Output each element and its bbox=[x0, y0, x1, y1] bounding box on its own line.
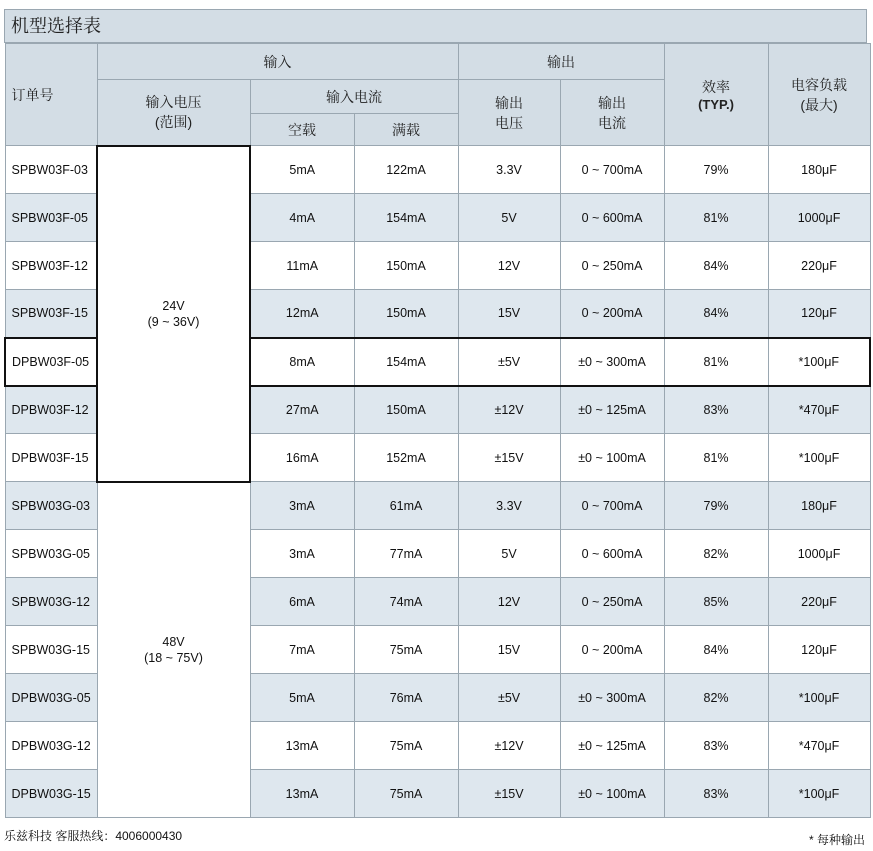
group-range: (18 ~ 75V) bbox=[144, 650, 203, 665]
no-load-cell: 8mA bbox=[250, 338, 354, 386]
full-load-cell: 61mA bbox=[354, 482, 458, 530]
input-voltage-group-48v bbox=[97, 482, 250, 818]
no-load-cell: 4mA bbox=[250, 194, 354, 242]
no-load-cell: 7mA bbox=[250, 626, 354, 674]
header-output-current-l1: 输出 bbox=[598, 94, 627, 111]
header-output-voltage-l2: 电压 bbox=[495, 114, 524, 131]
no-load-cell: 6mA bbox=[250, 578, 354, 626]
efficiency-cell: 84% bbox=[664, 290, 768, 338]
full-load-cell: 150mA bbox=[354, 386, 458, 434]
cap-cell: *100μF bbox=[768, 674, 870, 722]
header-output-current bbox=[560, 80, 664, 146]
cap-cell: 1000μF bbox=[768, 194, 870, 242]
page-title: 机型选择表 bbox=[4, 9, 867, 43]
header-efficiency-label: 效率 bbox=[702, 79, 731, 95]
header-output-current-l2: 电流 bbox=[598, 114, 627, 131]
vout-cell: 15V bbox=[458, 290, 560, 338]
iout-cell: ±0 ~ 300mA bbox=[560, 674, 664, 722]
model-cell: DPBW03G-05 bbox=[5, 674, 97, 722]
full-load-cell: 77mA bbox=[354, 530, 458, 578]
iout-cell: 0 ~ 600mA bbox=[560, 530, 664, 578]
no-load-cell: 5mA bbox=[250, 674, 354, 722]
no-load-cell: 3mA bbox=[250, 482, 354, 530]
model-cell: SPBW03G-03 bbox=[5, 482, 97, 530]
no-load-cell: 13mA bbox=[250, 770, 354, 818]
cap-cell: *470μF bbox=[768, 722, 870, 770]
efficiency-cell: 81% bbox=[664, 434, 768, 482]
full-load-cell: 152mA bbox=[354, 434, 458, 482]
efficiency-cell: 82% bbox=[664, 674, 768, 722]
model-cell: DPBW03F-15 bbox=[5, 434, 97, 482]
header-cap-max: (最大) bbox=[800, 96, 838, 113]
vout-cell: ±12V bbox=[458, 386, 560, 434]
iout-cell: 0 ~ 250mA bbox=[560, 578, 664, 626]
cap-cell: *100μF bbox=[768, 770, 870, 818]
full-load-cell: 75mA bbox=[354, 722, 458, 770]
footer-note: * 每种输出 bbox=[808, 833, 865, 847]
full-load-cell: 154mA bbox=[354, 338, 458, 386]
header-efficiency bbox=[664, 44, 768, 146]
cap-cell: 180μF bbox=[768, 146, 870, 194]
iout-cell: 0 ~ 200mA bbox=[560, 626, 664, 674]
cap-cell: 120μF bbox=[768, 290, 870, 338]
header-efficiency-typ: (TYP.) bbox=[698, 97, 734, 112]
model-cell: DPBW03G-12 bbox=[5, 722, 97, 770]
no-load-cell: 5mA bbox=[250, 146, 354, 194]
no-load-cell: 27mA bbox=[250, 386, 354, 434]
header-input-voltage-range: (范围) bbox=[154, 114, 193, 131]
vout-cell: 12V bbox=[458, 242, 560, 290]
no-load-cell: 12mA bbox=[250, 290, 354, 338]
header-input-current: 输入电流 bbox=[250, 80, 458, 114]
cap-cell: 220μF bbox=[768, 578, 870, 626]
cap-cell: *100μF bbox=[768, 434, 870, 482]
header-input-voltage-label: 输入电压 bbox=[145, 94, 202, 111]
header-cap-label: 电容负载 bbox=[791, 76, 848, 93]
model-cell: SPBW03G-15 bbox=[5, 626, 97, 674]
full-load-cell: 76mA bbox=[354, 674, 458, 722]
vout-cell: ±15V bbox=[458, 770, 560, 818]
header-full-load: 满载 bbox=[354, 114, 458, 146]
header-output-voltage bbox=[458, 80, 560, 146]
vout-cell: 3.3V bbox=[458, 482, 560, 530]
no-load-cell: 3mA bbox=[250, 530, 354, 578]
no-load-cell: 11mA bbox=[250, 242, 354, 290]
iout-cell: 0 ~ 700mA bbox=[560, 146, 664, 194]
iout-cell: 0 ~ 600mA bbox=[560, 194, 664, 242]
iout-cell: 0 ~ 250mA bbox=[560, 242, 664, 290]
cap-cell: 180μF bbox=[768, 482, 870, 530]
input-voltage-group-24v bbox=[97, 146, 250, 482]
model-selection-table bbox=[4, 43, 871, 818]
efficiency-cell: 82% bbox=[664, 530, 768, 578]
group-voltage: 48V bbox=[162, 634, 185, 649]
vout-cell: 5V bbox=[458, 194, 560, 242]
table-body bbox=[5, 146, 870, 818]
iout-cell: ±0 ~ 300mA bbox=[560, 338, 664, 386]
full-load-cell: 74mA bbox=[354, 578, 458, 626]
iout-cell: 0 ~ 200mA bbox=[560, 290, 664, 338]
vout-cell: 12V bbox=[458, 578, 560, 626]
iout-cell: ±0 ~ 125mA bbox=[560, 386, 664, 434]
efficiency-cell: 84% bbox=[664, 242, 768, 290]
efficiency-cell: 81% bbox=[664, 338, 768, 386]
model-cell: SPBW03G-05 bbox=[5, 530, 97, 578]
model-cell: DPBW03F-05 bbox=[5, 338, 97, 386]
iout-cell: ±0 ~ 125mA bbox=[560, 722, 664, 770]
vout-cell: ±5V bbox=[458, 338, 560, 386]
table-row bbox=[5, 146, 870, 194]
header-capacitive-load bbox=[768, 44, 870, 146]
model-cell: SPBW03F-03 bbox=[5, 146, 97, 194]
header-output-voltage-l1: 输出 bbox=[495, 94, 524, 111]
no-load-cell: 13mA bbox=[250, 722, 354, 770]
iout-cell: ±0 ~ 100mA bbox=[560, 434, 664, 482]
vout-cell: ±12V bbox=[458, 722, 560, 770]
footer-hotline: 乐兹科技 客服热线：4006000430 bbox=[4, 829, 183, 843]
header-output: 输出 bbox=[458, 44, 664, 80]
vout-cell: 15V bbox=[458, 626, 560, 674]
full-load-cell: 75mA bbox=[354, 626, 458, 674]
vout-cell: 3.3V bbox=[458, 146, 560, 194]
efficiency-cell: 83% bbox=[664, 722, 768, 770]
cap-cell: *470μF bbox=[768, 386, 870, 434]
full-load-cell: 150mA bbox=[354, 242, 458, 290]
full-load-cell: 122mA bbox=[354, 146, 458, 194]
cap-cell: 220μF bbox=[768, 242, 870, 290]
vout-cell: 5V bbox=[458, 530, 560, 578]
table-row bbox=[5, 482, 870, 530]
full-load-cell: 154mA bbox=[354, 194, 458, 242]
model-cell: SPBW03F-15 bbox=[5, 290, 97, 338]
efficiency-cell: 84% bbox=[664, 626, 768, 674]
efficiency-cell: 79% bbox=[664, 146, 768, 194]
model-cell: SPBW03F-12 bbox=[5, 242, 97, 290]
cap-cell: 1000μF bbox=[768, 530, 870, 578]
no-load-cell: 16mA bbox=[250, 434, 354, 482]
model-cell: SPBW03F-05 bbox=[5, 194, 97, 242]
vout-cell: ±15V bbox=[458, 434, 560, 482]
full-load-cell: 150mA bbox=[354, 290, 458, 338]
model-cell: DPBW03F-12 bbox=[5, 386, 97, 434]
vout-cell: ±5V bbox=[458, 674, 560, 722]
model-cell: SPBW03G-12 bbox=[5, 578, 97, 626]
iout-cell: ±0 ~ 100mA bbox=[560, 770, 664, 818]
header-input: 输入 bbox=[97, 44, 458, 80]
header-no-load: 空载 bbox=[250, 114, 354, 146]
efficiency-cell: 79% bbox=[664, 482, 768, 530]
cap-cell: *100μF bbox=[768, 338, 870, 386]
group-voltage: 24V bbox=[162, 298, 185, 313]
iout-cell: 0 ~ 700mA bbox=[560, 482, 664, 530]
cap-cell: 120μF bbox=[768, 626, 870, 674]
efficiency-cell: 83% bbox=[664, 386, 768, 434]
full-load-cell: 75mA bbox=[354, 770, 458, 818]
header-input-voltage bbox=[97, 80, 250, 146]
efficiency-cell: 81% bbox=[664, 194, 768, 242]
header-order-no: 订单号 bbox=[5, 44, 97, 146]
efficiency-cell: 83% bbox=[664, 770, 768, 818]
model-cell: DPBW03G-15 bbox=[5, 770, 97, 818]
efficiency-cell: 85% bbox=[664, 578, 768, 626]
group-range: (9 ~ 36V) bbox=[147, 314, 200, 329]
